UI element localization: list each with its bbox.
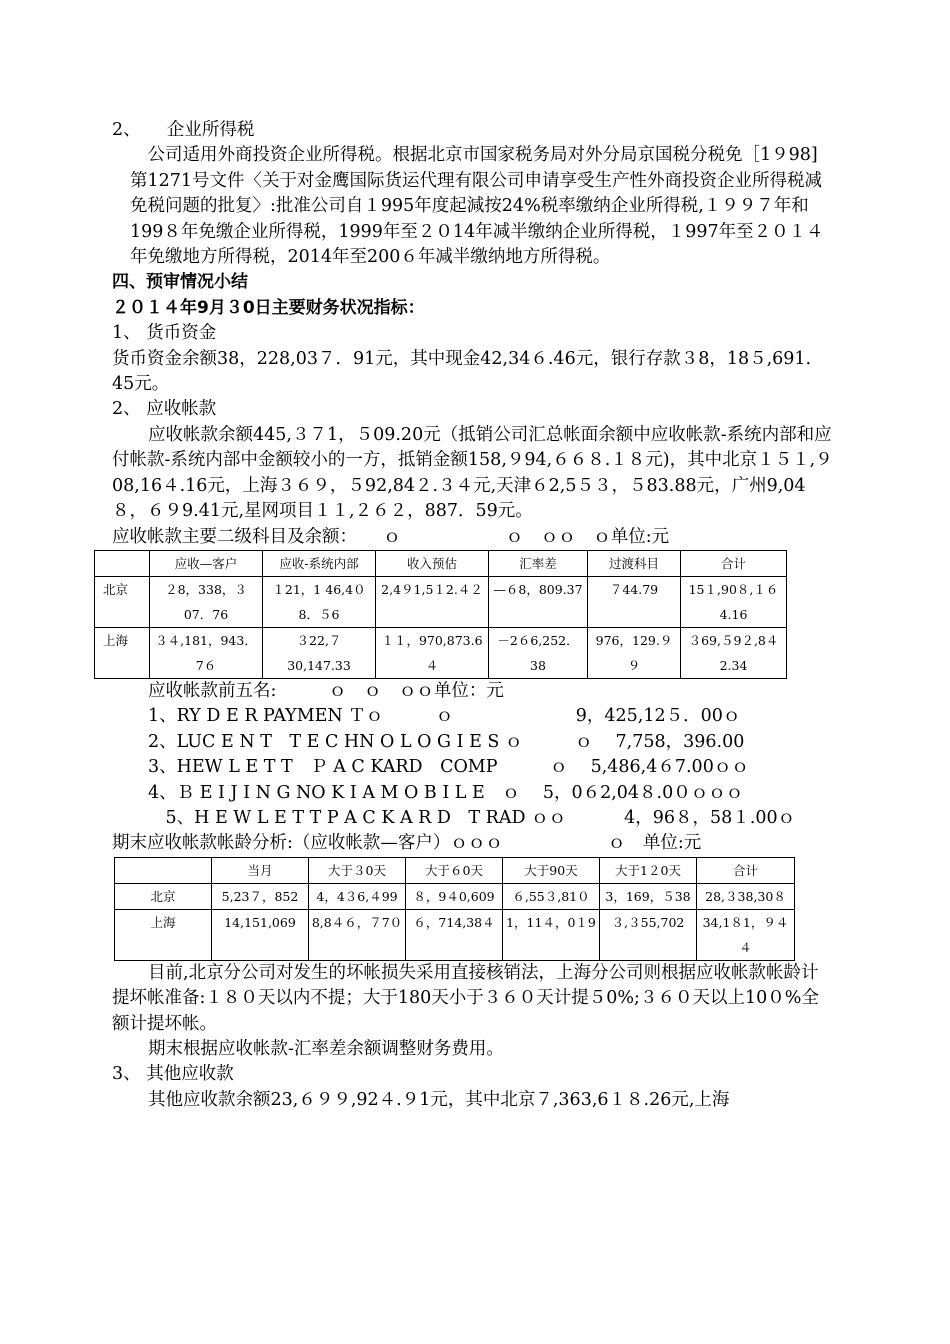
table-cell: ７44.79	[588, 576, 681, 627]
table-cell: 8,8４６，７7０	[309, 909, 406, 960]
list-item: 4、Ｂ E I J I N G NO K I A M O B I L E ｏ 5，0６2,04８.0０ｏｏｏ	[148, 782, 744, 803]
table-row	[95, 627, 787, 678]
table-header: 当月	[212, 857, 309, 883]
table-header	[95, 550, 150, 576]
income-tax-paragraph: 公司适用外商投资企业所得税。根据北京市国家税务局对外分局京国税分税免［1９98]第1271号文件〈关于对金鹰国际货运代理有限公司申请享受生产性外商投资企业所得税减免税问题的批复〉:批准公司自１995年度起減按24%税率缴纳企业所得税,１９９７年和199８年免缴企业所得税，1999年至２０14年减半缴纳企业所得税，１997年至２０１４年免缴地方所得税，2014年至200６年减半缴纳地方所得税。	[130, 145, 824, 268]
table-header: 合计	[697, 857, 795, 883]
table-cell: ３69,５9２,8４2.34	[681, 627, 787, 678]
table-header: 大于３0天	[309, 857, 406, 883]
table-header: 应收-系统内部	[263, 550, 376, 576]
table-cell: 上海	[115, 909, 212, 960]
table-cell: ２8，338，３07．76	[150, 576, 263, 627]
bad-debt-paragraph: 目前,北京分公司对发生的坏帐损失采用直接核销法，上海分公司则根据应收帐款帐龄计提坏帐准备:１８０天以内不提；大于180天小于３６０天计提５0%;３６０天以上10０%全额计提坏帐。	[112, 962, 819, 1034]
list-item: 2、LUC E N T T E C HN O L O G I E S ｏ ｏ 7,758，396.00	[148, 731, 745, 752]
top5-caption: 应收帐款前五名: ｏ ｏ ｏｏ单位：元	[148, 680, 504, 701]
table-cell: 上海	[95, 627, 150, 678]
aging-caption: 期末应收帐款帐龄分析:（应收帐款—客户）ｏｏｏ ｏ 单位:元	[112, 833, 702, 854]
table-cell: ３,３55,702	[600, 909, 697, 960]
table-cell: —６8，809.37	[489, 576, 588, 627]
document-page	[103, 118, 834, 1113]
list-item: 1、RY D E R PAYMEN Ｔｏ ｏ 9，425,12５．00ｏ	[148, 706, 741, 727]
list-item: 3、HEW L E T T Ｐ A C KARD COMP ｏ 5,486,4６7.00ｏｏ	[148, 757, 749, 778]
section-heading-income-tax: 2、 企业所得税	[112, 120, 255, 140]
other-receivables-heading: 3、 其他应收款	[112, 1064, 234, 1085]
ar-paragraph: 应收帐款余额445,３７1，５09.20元（抵销公司汇总帐面余额中应收帐款-系统内部和应付帐款-系统内部中金额较小的一方，抵销金额158,９94,６６８.１８元)，其中北京１５１,９08,16４.16元，上海３６９，５92,84２.３４元,天津６2,5５３，５83.88元，广州9,04８，６９9.41元,星网项目１１,２６２，887．59元。	[112, 424, 833, 522]
table-cell: ３22,７30,147.33	[263, 627, 376, 678]
ar-aging-table	[114, 857, 795, 961]
table-header: 过渡科目	[588, 550, 681, 576]
table-header	[115, 857, 212, 883]
table-header: 大于90天	[503, 857, 600, 883]
indicators-subtitle: ２０１４年9月３0日主要财务状况指标：	[112, 297, 425, 318]
ar-subaccount-table	[94, 550, 787, 679]
cash-paragraph: 货币资金余额38，228,03７．91元，其中现金42,34６.46元，银行存款３8，18５,691．45元。	[112, 348, 824, 395]
table-header: 大于1２0天	[600, 857, 697, 883]
table-cell: ８，9４0,609	[406, 883, 503, 909]
table-cell: １１，970,873.6４	[376, 627, 489, 678]
table-cell: 34,1８1，９４４	[697, 909, 795, 960]
table-cell: 28,３38,30８	[697, 883, 795, 909]
table-cell: 15１,90８,１６4.16	[681, 576, 787, 627]
table-cell: 北京	[115, 883, 212, 909]
table-cell: 4，4３6,４99	[309, 883, 406, 909]
table-cell: 976，129.９９	[588, 627, 681, 678]
table-row	[95, 576, 787, 627]
table1-caption: 应收帐款主要二级科目及余额： ｏ ｏ ｏｏ ｏ单位:元	[112, 526, 670, 547]
table-cell: 14,151,069	[212, 909, 309, 960]
section-title-summary: 四、预审情况小结	[112, 272, 248, 293]
table-cell: ６，714,38４	[406, 909, 503, 960]
table-cell: 5,23７，852	[212, 883, 309, 909]
table-cell: 1，11４，0１9	[503, 909, 600, 960]
table-cell: 2,4９1,5１2.４２	[376, 576, 489, 627]
table-header: 收入预估	[376, 550, 489, 576]
table-cell: －2６6,252．38	[489, 627, 588, 678]
table-cell: １21，1 46,4０8．５6	[263, 576, 376, 627]
table-header: 应收—客户	[150, 550, 263, 576]
table-cell: 3，169，５38	[600, 883, 697, 909]
table-row	[115, 909, 795, 960]
table-cell: ６,55３,81０	[503, 883, 600, 909]
table-row	[115, 883, 795, 909]
table-header: 大于６0天	[406, 857, 503, 883]
table-cell: ３４,181，943．7６	[150, 627, 263, 678]
cash-heading: 1、 货币资金	[112, 323, 217, 344]
other-receivables-paragraph: 其他应收款余额23,６９９,92４.９1元，其中北京７,363,6１８.26元,上海	[148, 1089, 730, 1110]
table-header: 汇率差	[489, 550, 588, 576]
table-header: 合计	[681, 550, 787, 576]
table-header-row	[95, 550, 787, 576]
table-cell: 北京	[95, 576, 150, 627]
ar-heading: 2、 应收帐款	[112, 399, 217, 420]
fx-adjust-paragraph: 期末根据应收帐款-汇率差余额调整财务费用。	[148, 1038, 504, 1059]
table-header-row	[115, 857, 795, 883]
list-item: 5、H E W L E T T P A C K A R D T RAD ｏｏ 4，96８，58１.00ｏ	[148, 807, 796, 828]
